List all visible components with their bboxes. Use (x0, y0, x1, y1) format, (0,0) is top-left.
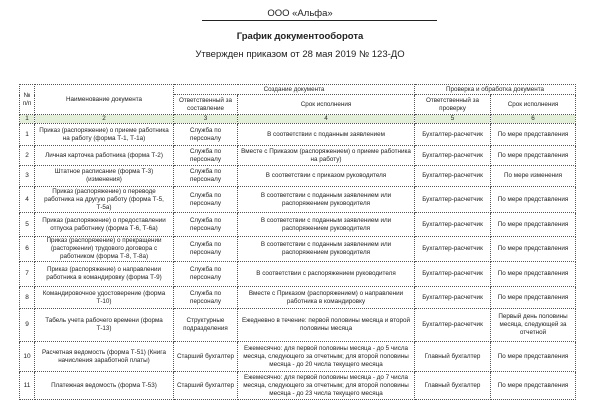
cell-term-check: По мере представления (491, 342, 576, 372)
header-group-creation: Создание документа (174, 85, 415, 95)
column-number: 1 (20, 115, 35, 124)
header-term-creation: Срок исполнения (238, 95, 415, 115)
cell-resp-creation: Служба по персоналу (174, 146, 238, 166)
cell-name: Личная карточка работника (форма Т-2) (35, 146, 174, 166)
table-row (20, 287, 576, 309)
cell-num: 10 (20, 342, 35, 372)
cell-resp-check: Бухгалтер-расчетчик (415, 166, 491, 187)
cell-resp-check: Бухгалтер-расчетчик (415, 237, 491, 262)
column-number: 2 (35, 115, 174, 124)
cell-resp-creation: Служба по персоналу (174, 187, 238, 213)
column-number: 5 (415, 115, 491, 124)
cell-term-creation: Ежемесячно: для первой половины месяца - до 5 числа месяца, следующего за отчетным; для второй половины месяца - до 20 числа текущего месяца (238, 342, 415, 372)
cell-name: Приказ (распоряжение) о предоставлении отпуска работнику (форма Т-6, Т-6а) (35, 213, 174, 237)
cell-resp-creation: Структурные подразделения (174, 309, 238, 342)
cell-num: 2 (20, 146, 35, 166)
organization-underline (202, 20, 437, 21)
cell-resp-check: Бухгалтер-расчетчик (415, 146, 491, 166)
header-term-check: Срок исполнения (491, 95, 576, 115)
header-group-check: Проверка и обработка документа (415, 85, 576, 95)
cell-resp-check: Бухгалтер-расчетчик (415, 309, 491, 342)
cell-term-check: По мере представления (491, 146, 576, 166)
cell-term-creation: Ежемесячно: для первой половины месяца - до 7 числа месяца, следующего за отчетным; для второй половины месяца - до 23 числа текущего месяца (238, 372, 415, 400)
header-num: № п/п (20, 85, 35, 115)
cell-num: 4 (20, 187, 35, 213)
table-row (20, 124, 576, 146)
cell-term-check: Первый день половины месяца, следующей за отчетной (491, 309, 576, 342)
column-number: 3 (174, 115, 238, 124)
cell-num: 11 (20, 372, 35, 400)
cell-term-creation: Вместе с Приказом (распоряжением) о приеме работника на работу) (238, 146, 415, 166)
cell-num: 3 (20, 166, 35, 187)
cell-resp-creation: Старший бухгалтер (174, 372, 238, 400)
cell-resp-check: Бухгалтер-расчетчик (415, 187, 491, 213)
document-title: График документооборота (236, 31, 364, 42)
document-subtitle: Утвержден приказом от 28 мая 2019 № 123-ДО (195, 49, 405, 60)
cell-num: 6 (20, 237, 35, 262)
cell-num: 5 (20, 213, 35, 237)
cell-name: Расчетная ведомость (форма Т-51) (Книга начисления заработной платы) (35, 342, 174, 372)
cell-num: 1 (20, 124, 35, 146)
cell-term-check: По мере представления (491, 372, 576, 400)
cell-num: 8 (20, 287, 35, 309)
header-resp-creation: Ответственный за составление (174, 95, 238, 115)
table-row (20, 213, 576, 237)
table-body (20, 124, 576, 400)
cell-term-check: По мере представления (491, 262, 576, 287)
table-row (20, 342, 576, 372)
cell-name: Приказ (распоряжение) о прекращении (расторжении) трудового договора с работником (форма Т-8, Т-8а) (35, 237, 174, 262)
header-name: Наименование документа (35, 85, 174, 115)
cell-resp-check: Бухгалтер-расчетчик (415, 124, 491, 146)
table-row (20, 309, 576, 342)
cell-term-creation: Вместе с Приказом (распоряжением) о направлении работника в командировку (238, 287, 415, 309)
cell-num: 9 (20, 309, 35, 342)
cell-term-creation: В соответствии с приказом руководителя (238, 166, 415, 187)
cell-resp-check: Бухгалтер-расчетчик (415, 262, 491, 287)
cell-resp-check: Бухгалтер-расчетчик (415, 287, 491, 309)
cell-name: Приказ (распоряжение) о приеме работника на работу (форма Т-1, Т-1а) (35, 124, 174, 146)
cell-term-creation: В соответствии с поданным заявлением или распоряжением руководителя (238, 187, 415, 213)
cell-name: Командировочное удостоверение (форма Т-10) (35, 287, 174, 309)
cell-term-check: По мере представления (491, 124, 576, 146)
cell-resp-creation: Служба по персоналу (174, 213, 238, 237)
column-number: 4 (238, 115, 415, 124)
cell-resp-creation: Служба по персоналу (174, 166, 238, 187)
cell-num: 7 (20, 262, 35, 287)
cell-term-creation: В соответствии с поданным заявлением (238, 124, 415, 146)
table-row (20, 187, 576, 213)
cell-resp-creation: Старший бухгалтер (174, 342, 238, 372)
table-row (20, 372, 576, 400)
column-number: 6 (491, 115, 576, 124)
table-row (20, 166, 576, 187)
cell-name: Платежная ведомость (форма Т-53) (35, 372, 174, 400)
cell-term-creation: В соответствии с распоряжением руководителя (238, 262, 415, 287)
column-number-row (20, 115, 576, 124)
cell-name: Приказ (распоряжение) о переводе работника на другую работу (форма Т-5, Т-5а) (35, 187, 174, 213)
cell-term-check: По мере представления (491, 187, 576, 213)
cell-resp-creation: Служба по персоналу (174, 287, 238, 309)
document-flow-table (19, 84, 576, 400)
table-row (20, 146, 576, 166)
cell-term-creation: Ежедневно в течение: первой половины месяца и второй половины месяца (238, 309, 415, 342)
cell-term-check: По мере представления (491, 213, 576, 237)
cell-term-check: По мере изменения (491, 166, 576, 187)
cell-resp-creation: Служба по персоналу (174, 124, 238, 146)
cell-name: Штатное расписание (форма Т-3) (изменения) (35, 166, 174, 187)
cell-resp-creation: Служба по персоналу (174, 237, 238, 262)
cell-resp-check: Главный бухгалтер (415, 372, 491, 400)
cell-term-creation: В соответствии с поданным заявлением или распоряжением руководителя (238, 237, 415, 262)
cell-resp-creation: Служба по персоналу (174, 262, 238, 287)
cell-name: Приказ (распоряжение) о направлении работника в командировку (форма Т-9) (35, 262, 174, 287)
cell-term-check: По мере представления (491, 237, 576, 262)
cell-resp-check: Бухгалтер-расчетчик (415, 213, 491, 237)
cell-resp-check: Главный бухгалтер (415, 342, 491, 372)
organization-name: ООО «Альфа» (267, 8, 333, 19)
table-row (20, 237, 576, 262)
cell-term-creation: В соответствии с поданным заявлением или распоряжением руководителя (238, 213, 415, 237)
header-resp-check: Ответственный за проверку (415, 95, 491, 115)
table-row (20, 262, 576, 287)
cell-name: Табель учета рабочего времени (форма Т-13) (35, 309, 174, 342)
cell-term-check: По мере представления (491, 287, 576, 309)
